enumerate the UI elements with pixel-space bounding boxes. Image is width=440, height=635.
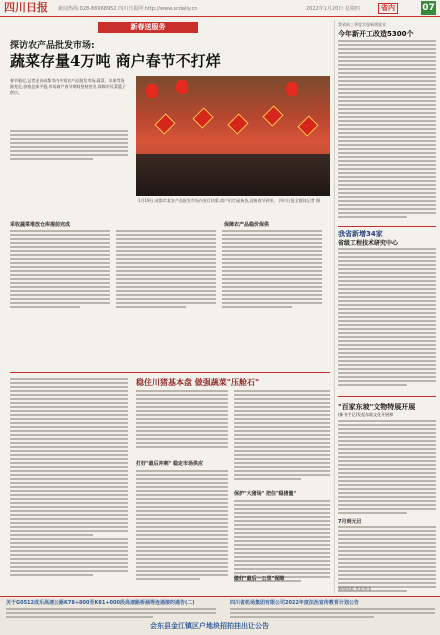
fu-sign-icon — [192, 107, 213, 128]
subhead-2: 保障农产品稳价保供 — [224, 222, 270, 228]
market-photo — [136, 76, 330, 196]
brief-2-text — [338, 248, 436, 386]
body-col-1 — [10, 230, 110, 308]
brief-2-head[interactable]: 我省新增34家 — [338, 230, 383, 238]
lantern-icon — [146, 84, 158, 98]
feature-headline[interactable]: 蔬菜存量4万吨 商户春节不打烊 — [10, 52, 221, 70]
notice-head: 7月到元旦 — [338, 519, 362, 525]
fu-sign-icon — [227, 113, 248, 134]
photo-caption: 1月19日,成都市某农产品批发市场内张灯结彩,商户们忙碌备货,迎接春节到来。 四川日报全媒体记者 摄 — [138, 198, 321, 203]
masthead — [0, 0, 440, 17]
feature-kicker: 探访农产品批发市场: — [10, 41, 95, 51]
brief-3-text — [338, 420, 436, 514]
brief-2-title[interactable]: 省级工程技术研究中心 — [338, 240, 399, 247]
contact-info: 新闻热线:028-86968952 四川日报网 http://www.scdaily.cn — [58, 6, 198, 12]
brief-divider — [338, 226, 436, 227]
crowd-silhouette — [136, 154, 330, 196]
article-subhead-1: 打好"最后冲刺" 稳定市场供应 — [136, 461, 203, 467]
section-label: 省内 — [378, 3, 398, 14]
notice-ad-1-text — [6, 608, 216, 618]
body-col-2 — [116, 230, 216, 308]
lantern-icon — [286, 82, 298, 96]
brief-3-title[interactable]: "百家东坡"文物特展开展 — [338, 403, 416, 411]
notice-ad-3[interactable]: 会东县金江镇区户地块招拍挂出让公告 — [150, 622, 269, 630]
brief-1-title[interactable]: 今年新开工改造5300个 — [338, 30, 414, 38]
article-title[interactable]: 稳住川猪基本盘 做强蔬菜"压舱石" — [136, 378, 260, 387]
article-col-1b — [136, 470, 228, 580]
fu-sign-icon — [297, 115, 318, 136]
notice-ad-2[interactable]: 四川省机场集团有限公司2022年度法治宣传教育计划公告 — [230, 600, 359, 606]
notices-strip — [0, 596, 440, 635]
notice-ad-2-text — [230, 608, 435, 618]
article-subhead-2: 保护"大猪场" 把住"稳猪量" — [234, 491, 297, 497]
lower-left-text — [10, 378, 128, 576]
fu-sign-icon — [262, 105, 283, 126]
notice-tail: 新闻线索 欢迎来电 — [338, 586, 372, 591]
brief-1-text — [338, 40, 436, 218]
brief-3-sub: (新书手记)发起东坡文化开展和 — [338, 412, 394, 417]
lantern-icon — [176, 80, 188, 94]
section-divider — [10, 372, 330, 373]
issue-date: 2022年1月20日 星期四 — [306, 6, 360, 12]
article-col-2 — [234, 390, 330, 480]
fu-sign-icon — [154, 113, 175, 134]
feature-banner: 新春送服务 — [98, 22, 198, 33]
article-subhead-3: 做好"最后一公里"保障 — [234, 576, 285, 582]
feature-lead: 春节临近,记者走访成都市内多家农产品批发市场,蔬菜、水果等货源充足,价格总体平稳,市场商户春节期间坚持营业,保障市民菜篮子供应。 — [10, 78, 126, 95]
page-number: 07 — [422, 3, 435, 13]
article-col-2b — [234, 500, 330, 582]
brief-kicker: 我省前三季度实现新增就业 — [338, 22, 386, 27]
brief-divider-2 — [338, 396, 436, 397]
article-col-1 — [136, 390, 228, 448]
notice-ad-1[interactable]: 关于G0512成乐高速公路K78+800至K81+000段高速路桥涵等连通接的通告(二) — [6, 600, 195, 606]
left-column-text — [10, 130, 128, 160]
body-col-3 — [222, 230, 322, 308]
column-rule — [334, 20, 335, 594]
subhead-1: 采收蔬菜堆放仓库提前完成 — [10, 222, 71, 228]
newspaper-logo: 四川日报 — [4, 1, 48, 14]
notice-text — [338, 526, 436, 592]
